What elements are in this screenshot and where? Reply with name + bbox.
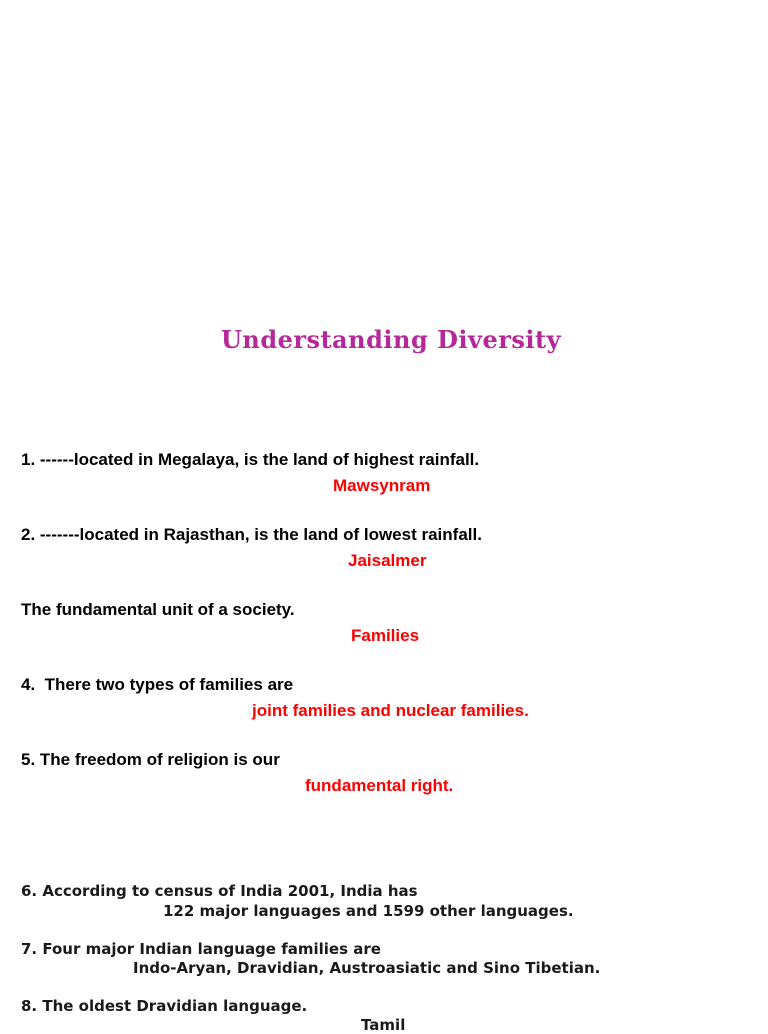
question-4: 4. There two types of families are <box>21 675 294 694</box>
question-8: 8. The oldest Dravidian language. <box>21 997 308 1015</box>
answer-5: fundamental right. <box>305 776 454 795</box>
answer-3: Families <box>351 626 420 645</box>
question-5: 5. The freedom of religion is our <box>21 750 280 769</box>
answer-7: Indo-Aryan, Dravidian, Austroasiatic and Sino Tibetian. <box>133 959 601 977</box>
question-6: 6. According to census of India 2001, India has <box>21 882 418 900</box>
answer-2: Jaisalmer <box>348 551 427 570</box>
answer-8: Tamil <box>361 1016 406 1034</box>
question-7: 7. Four major Indian language families are <box>21 940 381 958</box>
question-2: 2. -------located in Rajasthan, is the land of lowest rainfall. <box>21 525 482 544</box>
page-title: Understanding Diversity <box>220 325 562 354</box>
question-3: The fundamental unit of a society. <box>21 600 295 619</box>
question-1: 1. ------located in Megalaya, is the land of highest rainfall. <box>21 450 480 469</box>
answer-6: 122 major languages and 1599 other languages. <box>163 902 574 920</box>
answer-4: joint families and nuclear families. <box>252 701 529 720</box>
answer-1: Mawsynram <box>333 476 431 495</box>
